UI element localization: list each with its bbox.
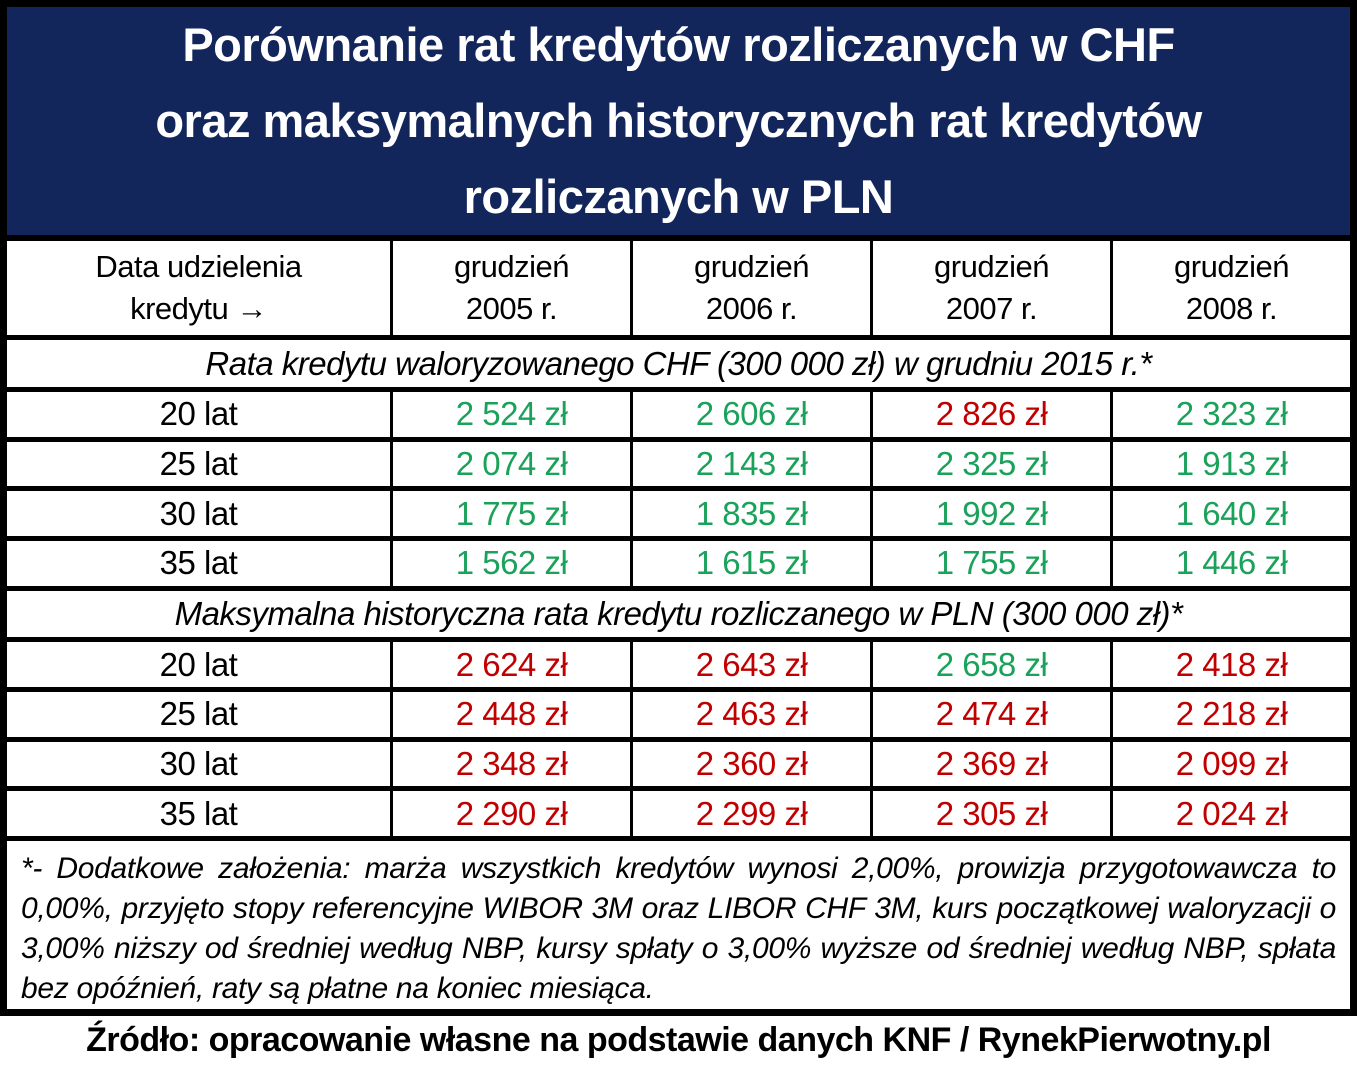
table-row-pln-25 <box>7 692 1350 742</box>
header-label-line-2: kredytu → <box>130 291 267 327</box>
column-header-year: 2005 r. <box>465 291 558 327</box>
column-header-year: 2007 r. <box>945 291 1038 327</box>
table-row-chf-20 <box>7 392 1350 442</box>
installment-value: 2 299 zł <box>633 791 873 836</box>
installment-value: 2 325 zł <box>873 442 1113 487</box>
installment-value: 2 448 zł <box>393 692 633 737</box>
row-label: 20 lat <box>7 642 393 687</box>
installment-value: 1 615 zł <box>633 541 873 586</box>
installment-value: 2 658 zł <box>873 642 1113 687</box>
title-line-2: oraz maksymalnych historycznych rat kredytów <box>155 94 1202 147</box>
installment-value: 2 323 zł <box>1175 395 1288 433</box>
row-label: 25 lat <box>7 692 393 737</box>
title-line-1: Porównanie rat kredytów rozliczanych w CHF <box>182 18 1175 71</box>
installment-value: 2 290 zł <box>393 791 633 836</box>
row-label: 35 lat <box>7 791 393 836</box>
installment-value: 1 755 zł <box>873 541 1113 586</box>
installment-value: 2 348 zł <box>393 742 633 787</box>
header-label-line-1: Data udzielenia <box>95 249 302 285</box>
installment-value: 2 024 zł <box>1175 794 1288 832</box>
installment-value: 1 835 zł <box>633 491 873 536</box>
column-header-month: grudzień <box>1174 249 1289 285</box>
title-line-3: rozliczanych w PLN <box>463 170 894 223</box>
installment-value: 2 360 zł <box>633 742 873 787</box>
installment-value: 2 418 zł <box>1175 645 1288 683</box>
installment-value: 2 099 zł <box>1175 744 1288 782</box>
table-row-pln-30 <box>7 742 1350 792</box>
installment-value: 2 474 zł <box>873 692 1113 737</box>
row-label: 20 lat <box>7 392 393 437</box>
chart-title <box>7 7 1350 241</box>
footnote-text: *- Dodatkowe założenia: marża wszystkich kredytów wynosi 2,00%, prowizja przygotowawcza to 0,00%, przyjęto stopy referencyjne WIBOR 3M oraz LIBOR CHF 3M, kurs początkowej waloryzacji o 3,00% niższy od średniej według NBP, kursy spłaty o 3,00% wyższe od średniej według NBP, spłata bez opóźnień, raty są płatne na koniec miesiąca. <box>21 852 1336 1005</box>
source-line: Źródło: opracowanie własne na podstawie danych KNF / RynekPierwotny.pl <box>0 1016 1357 1065</box>
installment-value: 2 463 zł <box>633 692 873 737</box>
header-label-cell <box>7 241 393 335</box>
column-header-month: grudzień <box>934 249 1049 285</box>
table-row-chf-25 <box>7 442 1350 492</box>
table-row-chf-35 <box>7 541 1350 591</box>
column-header-year: 2006 r. <box>705 291 798 327</box>
table-row-pln-35 <box>7 791 1350 841</box>
installment-value: 2 218 zł <box>1175 695 1288 733</box>
installment-value: 2 369 zł <box>873 742 1113 787</box>
row-label: 35 lat <box>7 541 393 586</box>
installment-value: 2 524 zł <box>393 392 633 437</box>
installment-value: 1 562 zł <box>393 541 633 586</box>
installment-value: 2 826 zł <box>873 392 1113 437</box>
installment-value: 2 624 zł <box>393 642 633 687</box>
table-row-pln-20 <box>7 642 1350 692</box>
installment-value: 2 074 zł <box>393 442 633 487</box>
installment-value: 1 913 zł <box>1175 444 1288 482</box>
column-header-month: grudzień <box>694 249 809 285</box>
footnote <box>7 841 1350 1009</box>
installment-value: 2 606 zł <box>633 392 873 437</box>
installment-value: 1 446 zł <box>1175 544 1288 582</box>
table-row-chf-30 <box>7 491 1350 541</box>
column-header-2005 <box>393 241 633 335</box>
installment-value: 1 992 zł <box>873 491 1113 536</box>
column-header-2006 <box>633 241 873 335</box>
installment-value: 2 305 zł <box>873 791 1113 836</box>
column-header-year: 2008 r. <box>1185 291 1278 327</box>
column-header-month: grudzień <box>454 249 569 285</box>
row-label: 25 lat <box>7 442 393 487</box>
installment-value: 2 643 zł <box>633 642 873 687</box>
column-header-2008 <box>1113 241 1350 335</box>
section-header-pln: Maksymalna historyczna rata kredytu rozliczanego w PLN (300 000 zł)* <box>7 591 1350 643</box>
row-label: 30 lat <box>7 742 393 787</box>
installment-value: 1 640 zł <box>1175 494 1288 532</box>
column-header-2007 <box>873 241 1113 335</box>
installment-value: 2 143 zł <box>633 442 873 487</box>
row-label: 30 lat <box>7 491 393 536</box>
section-header-chf: Rata kredytu waloryzowanego CHF (300 000 zł) w grudniu 2015 r.* <box>7 340 1350 392</box>
installment-value: 1 775 zł <box>393 491 633 536</box>
header-row <box>7 241 1350 340</box>
